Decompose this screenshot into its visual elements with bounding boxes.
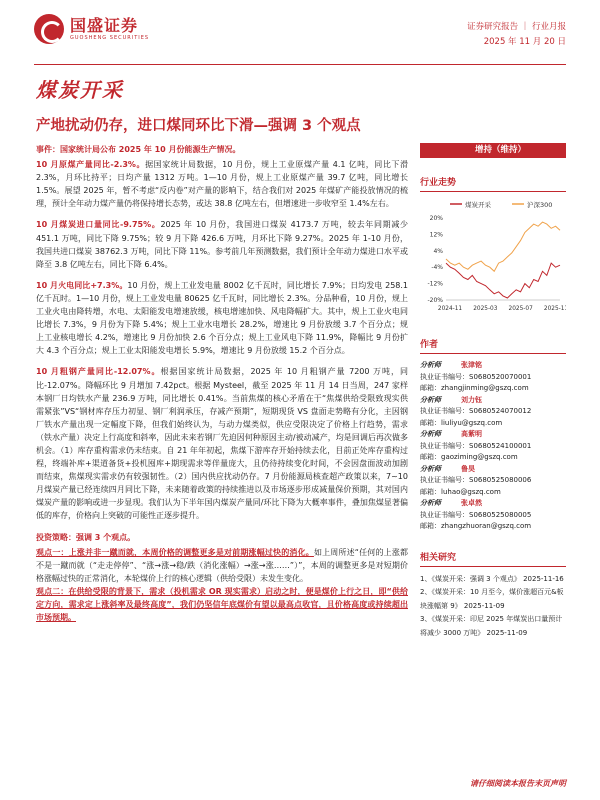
analyst-name: 鲁昊 — [461, 464, 475, 473]
analyst-card — [420, 395, 566, 430]
legend-label: 沪深300 — [527, 201, 553, 209]
view-one — [36, 546, 408, 585]
trend-chart-svg — [420, 196, 566, 316]
analyst-label: 分析师 — [420, 395, 441, 404]
report-headline: 产地扰动仍存，进口煤同环比下滑—强调 3 个观点 — [36, 118, 361, 134]
trend-chart — [420, 196, 566, 320]
analyst-name: 刘力钰 — [461, 395, 482, 404]
trend-section-title: 行业走势 — [420, 175, 566, 192]
paragraph-text: 根据国家统计局数据，2025 年 10 月粗钢产量 7200 万吨，同比-12.07%。降幅环比 9 月增加 7.42pct。根据 Mysteel，截至 2025 年 11 月 14 日当周，247 家样本钢厂日均铁水产量 236.9 万吨，同比增长 0.41%。当前焦煤的核心矛盾在于“焦煤供给受限致现实供需紧张”VS“钢材库存压力初显、钢厂利润承压，存减产预期”，短期现货 VS 盘面走势略有分化，主因钢厂铁水产量出现一定幅度下降，但我们始终认为，与动力煤类似，供应受限决定了价格上行趋势，需求（铁水产量）决定上行高度和斜率，因此未来若钢厂先迫因何种原因主动/被动减产，均是回调后再次做多机会。（1）库存重构需求仍未结束。自 21 年年初起，焦煤下游库存开始持续去化，目前正处库存重构过程，终端补库+渠道备货+投机囤库+期现需求等伴量庞大，且仍待持续变化时间，不会因盘面波动加剧而结束，焦煤现实需求仍有较强韧性。（2）国内供应扰动仍存。7 月份能源局核查超产政策以来，7~10 月煤炭产量已经连续四月同比下降，未来随着政策的持续推进以及市场逐步形成减量保价预期，其对国内煤炭产量的影响或进一步显现。我们认为下半年国内煤炭产量同/环比下降为大概率事件，叠加焦煤显著偏低的库存，价格向上突破的可能性正逐步提升。 — [36, 367, 408, 521]
sidebar — [420, 143, 566, 640]
report-date: 2025 年 11 月 20 日 — [483, 37, 566, 47]
related-item[interactable]: 2、《煤炭开采：10 月至今，煤价涨超百元&板块涨幅第 9》 2025-11-09 — [420, 588, 564, 610]
rating-badge: 增持（维持） — [420, 143, 566, 158]
analyst-email[interactable]: 邮箱：luhao@gszq.com — [420, 487, 501, 496]
paragraph-crude-steel — [36, 365, 408, 522]
logo-name: 国盛证券 — [70, 16, 139, 35]
legend-label: 煤炭开采 — [465, 201, 491, 209]
analyst-name: 张津铭 — [461, 361, 482, 369]
paragraph-coal-import — [36, 218, 408, 270]
paragraph-text: 10 月份，规上工业发电量 8002 亿千瓦时，同比增长 7.9%；日均发电 258.1 亿千瓦时。1—10 月份，规上工业发电量 80625 亿千瓦时，同比增长 2.3%。分品种看，10 月份，规上工业火电由降转增，水电、太阳能发电增速放缓，核电增速加快、风电降幅扩大。其中，规上工业火电同比增长 7.3%，9 月份为下降 5.4%；规上工业水电增长 28.2%，增速比 9 月份放缓 3.7 个百分点；规上工业核电增长 4.2%，增速比 9 月份加快 2.6 个百分点；规上工业风电下降 11.9%，降幅比 9 月份扩大 4.3 个百分点；规上工业太阳能发电增长 5.9%，增速比 9 月份放缓 15.2 个百分点。 — [36, 280, 409, 356]
view-one-lead: 观点一：上涨并非一蹴而就，本周价格的调整更多是对前期涨幅过快的消化。 — [36, 547, 314, 557]
view-two: 观点二：在供给受限的背景下，需求（投机需求 OR 现实需求）启动之时，便是煤价上行之日，即“供给定方向，需求定上涨斜率及最终高度”，我们仍坚信年底煤价有望以最高点收官，且价格高度或持续超出市场预期。 — [36, 586, 408, 623]
analyst-cert: 执业证书编号：S0680524100001 — [420, 441, 532, 450]
view-one-text: 如上周所述“任何的上涨都不是一蹴而就（“走走停停”、“涨→涨→稳/跌（消化涨幅）→涨→涨……”）”，本周的调整更多是对短期价格涨幅过快的正常消化，本轮煤价上行的核心逻辑（供给受限）未发生变化。 — [36, 547, 408, 583]
sector-title: 煤炭开采 — [36, 78, 124, 102]
y-tick-label: -4% — [431, 264, 443, 272]
series-line — [446, 263, 560, 298]
series-line — [446, 222, 560, 271]
analyst-cert: 执业证书编号：S0680525080006 — [420, 476, 532, 484]
analyst-card — [420, 360, 566, 395]
event-line: 事件：国家统计局公布 2025 年 10 月份能源生产情况。 — [36, 145, 241, 154]
company-logo-icon — [34, 14, 64, 44]
y-tick-label: 12% — [429, 231, 443, 239]
related-section-title: 相关研究 — [420, 550, 566, 567]
paragraph-lead: 10 月原煤产量同比-2.3%。 — [36, 160, 146, 170]
analyst-label: 分析师 — [420, 464, 441, 473]
authors-section-title: 作者 — [420, 337, 566, 354]
paragraph-thermal-power — [36, 279, 408, 358]
analyst-label: 分析师 — [420, 361, 441, 369]
analyst-card — [420, 464, 566, 499]
y-tick-label: 20% — [429, 215, 443, 222]
x-tick-label: 2025-11 — [543, 306, 566, 312]
paragraph-text: 据国家统计局数据，10 月份，规上工业原煤产量 4.1 亿吨，同比下滑 2.3%，月环比持平；日均产量 1312 万吨。1—10 月份，规上工业原煤产量 39.7 亿吨，同比增长 1.5%。展望 2025 年，暂不考虑“反内卷”对产量的影响下，结合我们对 2025 年煤矿产能投放情况的梳理，预计全年动力煤产量仍将保持增长态势，或达 38.8 亿吨左右，但增速进一步收窄至 1.4%左右。 — [36, 160, 408, 209]
paragraph-coal-output — [36, 158, 408, 210]
analyst-card — [420, 498, 566, 533]
analyst-email[interactable]: 邮箱：zhangjinming@gszq.com — [420, 384, 529, 392]
analyst-email[interactable]: 邮箱：zhangzhuoran@gszq.com — [420, 522, 532, 530]
analyst-name: 张卓然 — [461, 499, 482, 507]
paragraph-lead: 10 月火电同比+7.3%。 — [36, 280, 128, 290]
analyst-email[interactable]: 邮箱：liuliyu@gszq.com — [420, 418, 503, 427]
analyst-cert: 执业证书编号：S0680520070001 — [420, 372, 532, 381]
y-tick-label: -20% — [427, 297, 443, 304]
analyst-card — [420, 429, 566, 464]
x-tick-label: 2024-11 — [437, 306, 463, 312]
x-tick-label: 2025-07 — [508, 306, 533, 312]
report-type: 证券研究报告 ｜ 行业月报 — [467, 22, 566, 32]
analyst-name: 高紫明 — [461, 430, 482, 438]
analyst-list — [420, 360, 566, 533]
x-tick-label: 2025-03 — [473, 306, 498, 312]
footer-disclaimer: 请仔细阅读本报告末页声明 — [470, 779, 566, 788]
paragraph-lead: 10 月煤炭进口量同比-9.75%。 — [36, 220, 161, 230]
company-logo — [34, 14, 149, 44]
analyst-cert: 执业证书编号：S0680524070012 — [420, 407, 532, 415]
paragraph-text: 2025 年 10 月份，我国进口煤炭 4173.7 万吨，较去年同期减少 451.1 万吨，同比下降 9.75%；较 9 月下降 426.6 万吨，月环比下降 9.27%。2025 年 1-10 月份，我国共进口煤炭 38762.3 万吨，同比下降 11%。参考前几年预测数据，我们预计全年动力煤进口水平或降至 3.8 亿吨左右，同比下降 6.4%。 — [36, 220, 408, 269]
related-item[interactable]: 1、《煤炭开采：强调 3 个观点》 2025-11-16 — [420, 574, 564, 583]
investment-strategy-title: 投资策略：强调 3 个观点。 — [36, 532, 136, 542]
report-body — [36, 143, 408, 624]
related-item[interactable]: 3、《煤炭开采：印尼 2025 年煤炭出口量预计将减少 3000 万吨》 2025-11-09 — [420, 615, 563, 637]
y-tick-label: -12% — [427, 280, 443, 288]
related-list — [420, 573, 566, 641]
analyst-label: 分析师 — [420, 430, 441, 438]
paragraph-lead: 10 月粗钢产量同比-12.07%。 — [36, 367, 161, 377]
y-tick-label: 4% — [433, 247, 443, 255]
analyst-email[interactable]: 邮箱：gaoziming@gszq.com — [420, 453, 518, 461]
header-divider — [34, 64, 566, 65]
analyst-cert: 执业证书编号：S0680525080005 — [420, 510, 532, 519]
analyst-label: 分析师 — [420, 499, 441, 507]
logo-english-name: GUOSHENG SECURITIES — [70, 35, 150, 41]
